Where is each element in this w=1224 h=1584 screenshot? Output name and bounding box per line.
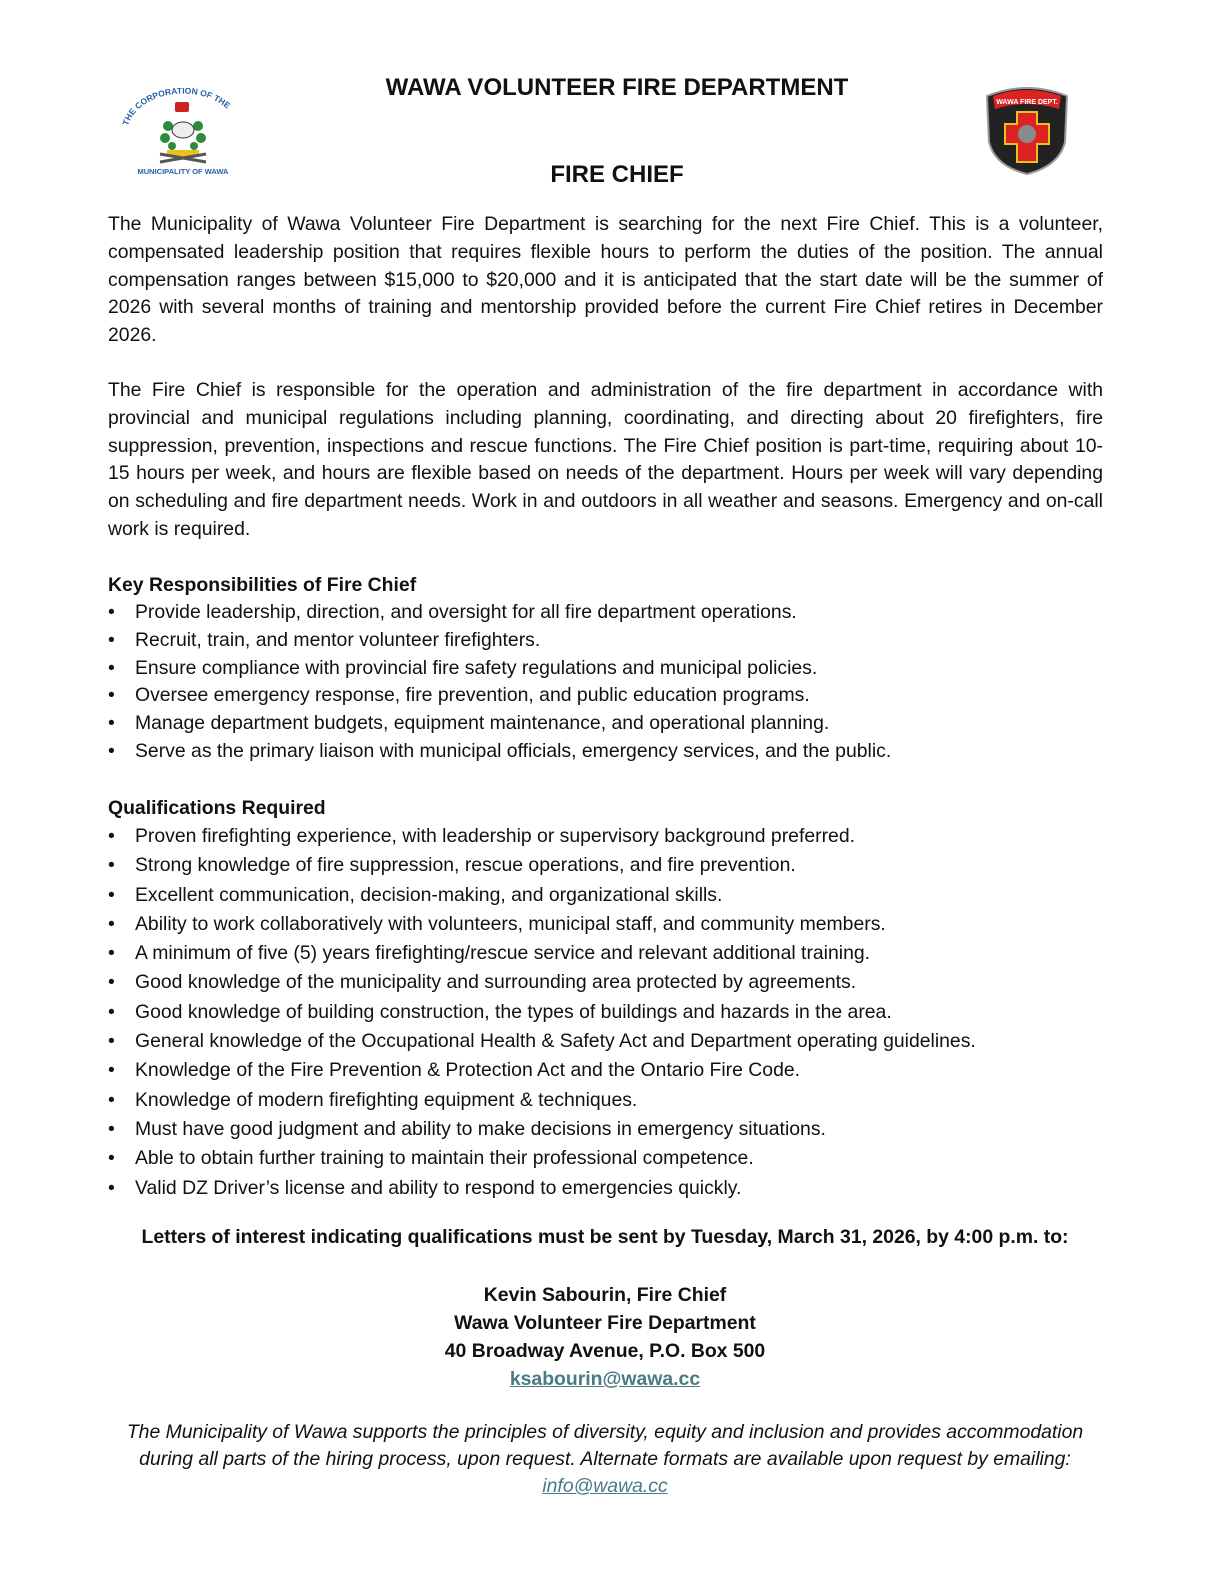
badge-text: WAWA FIRE DEPT. — [996, 99, 1058, 106]
list-item: • Manage department budgets, equipment maintenance, and operational planning. — [108, 710, 1108, 738]
deadline-notice: Letters of interest indicating qualifications must be sent by Tuesday, March 31, 2026, by 4:00 p.m. to: — [141, 1226, 1069, 1248]
contact-address: 40 Broadway Avenue, P.O. Box 500 — [444, 1340, 766, 1362]
responsibilities-section — [108, 571, 1108, 766]
qualifications-heading: Qualifications Required — [108, 797, 326, 819]
position-title: FIRE CHIEF — [550, 161, 684, 188]
list-item: • Excellent communication, decision-making, and organizational skills. — [108, 881, 1108, 910]
contact-name: Kevin Sabourin, Fire Chief — [483, 1284, 727, 1306]
list-item: • Able to obtain further training to maintain their professional competence. — [108, 1144, 1108, 1173]
intro-paragraph: The Municipality of Wawa Volunteer Fire Department is searching for the next Fire Chief. This is a volunteer, compensated leadership position that requires flexible hours to perform the duties of the position. The annual compensation ranges between $15,000 to $20,000 and it is anticipated that the start date will be the summer of 2026 with several months of training and mentorship provided before the current Fire Chief retires in December 2026. — [108, 213, 1103, 347]
page-title: WAWA VOLUNTEER FIRE DEPARTMENT — [385, 74, 849, 101]
list-item: • Must have good judgment and ability to make decisions in emergency situations. — [108, 1115, 1108, 1144]
contact-email-link[interactable]: ksabourin@wawa.cc — [509, 1368, 701, 1390]
list-item: • Oversee emergency response, fire prevention, and public education programs. — [108, 682, 1108, 710]
list-item: • Good knowledge of the municipality and surrounding area protected by agreements. — [108, 968, 1108, 997]
svg-text:MUNICIPALITY OF WAWA: MUNICIPALITY OF WAWA — [137, 167, 229, 176]
list-item: • Recruit, train, and mentor volunteer firefighters. — [108, 627, 1108, 655]
list-item: • Knowledge of modern firefighting equipment & techniques. — [108, 1086, 1108, 1115]
role-paragraph: The Fire Chief is responsible for the operation and administration of the fire department in accordance with provincial and municipal regulations including planning, coordinating, and directing about 20 firefighters, fire suppression, prevention, inspections and rescue functions. The Fire Chief position is part-time, requiring about 10-15 hours per week, and hours are flexible based on needs of the department. Hours per week will vary depending on scheduling and fire department needs. Work in and outdoors in all weather and seasons. Emergency and on-call work is required. — [108, 379, 1103, 540]
list-item: • Valid DZ Driver’s license and ability to respond to emergencies quickly. — [108, 1174, 1108, 1203]
list-item: • Knowledge of the Fire Prevention & Protection Act and the Ontario Fire Code. — [108, 1056, 1108, 1085]
list-item: • General knowledge of the Occupational Health & Safety Act and Department operating guidelines. — [108, 1027, 1108, 1056]
svg-text:THE CORPORATION OF THE: THE CORPORATION OF THE — [120, 88, 233, 127]
list-item: • Serve as the primary liaison with municipal officials, emergency services, and the public. — [108, 738, 1108, 766]
contact-org: Wawa Volunteer Fire Department — [454, 1312, 756, 1334]
contact-block — [0, 1281, 1210, 1393]
responsibilities-heading: Key Responsibilities of Fire Chief — [108, 574, 417, 596]
list-item: • Strong knowledge of fire suppression, rescue operations, and fire prevention. — [108, 851, 1108, 880]
list-item: • Ability to work collaboratively with volunteers, municipal staff, and community members. — [108, 910, 1108, 939]
footer-text: The Municipality of Wawa supports the principles of diversity, equity and inclusion and provides accommodation during all parts of the hiring process, upon request. Alternate formats are available upon request by emailing: — [126, 1421, 1084, 1470]
list-item: • Ensure compliance with provincial fire safety regulations and municipal policies. — [108, 655, 1108, 683]
footer-statement — [100, 1419, 1110, 1500]
list-item: • A minimum of five (5) years firefighting/rescue service and relevant additional training. — [108, 939, 1108, 968]
list-item: • Proven firefighting experience, with leadership or supervisory background preferred. — [108, 822, 1108, 851]
info-email-link[interactable]: info@wawa.cc — [542, 1475, 668, 1497]
qualifications-section — [108, 794, 1108, 1203]
list-item: • Good knowledge of building construction, the types of buildings and hazards in the area. — [108, 998, 1108, 1027]
list-item: • Provide leadership, direction, and oversight for all fire department operations. — [108, 599, 1108, 627]
